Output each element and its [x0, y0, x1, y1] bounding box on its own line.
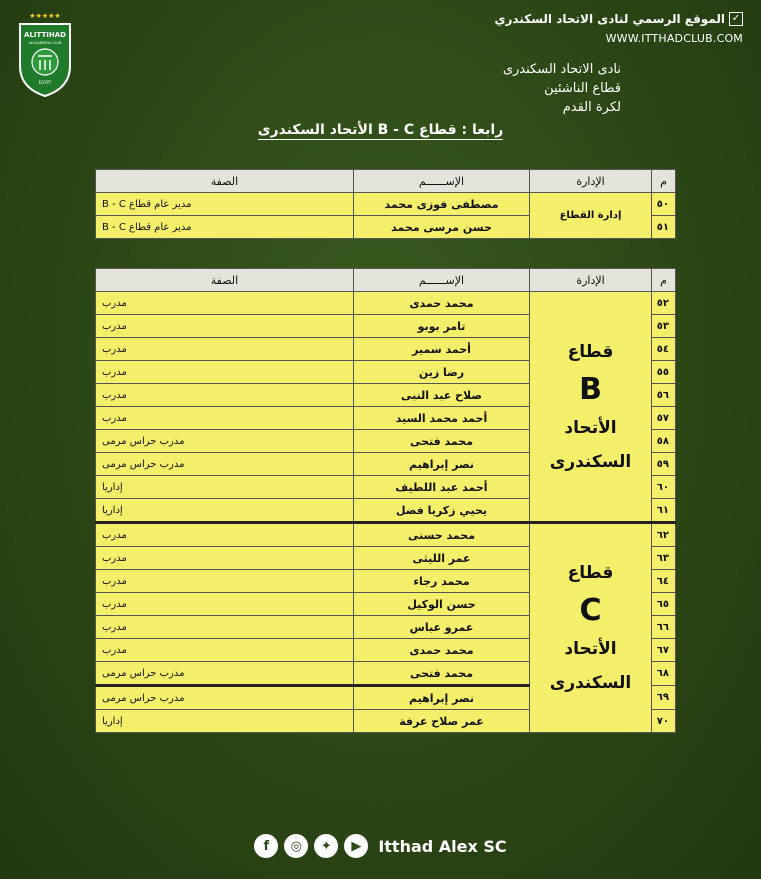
row-number: ٥٨ — [652, 430, 676, 453]
row-number: ٦٤ — [652, 570, 676, 593]
dept-letter: B — [579, 371, 602, 407]
header-role: الصفة — [96, 269, 354, 292]
instagram-icon[interactable]: ◎ — [284, 834, 308, 858]
site-header — [494, 12, 743, 45]
staff-role: مدرب حراس مرمى — [96, 453, 354, 476]
staff-role: مدرب — [96, 315, 354, 338]
staff-role: إداريا — [96, 710, 354, 733]
staff-name: أحمد محمد السيد — [354, 407, 530, 430]
staff-role: مدرب — [96, 361, 354, 384]
staff-role: مدرب — [96, 384, 354, 407]
dept-label: قطاع — [567, 341, 614, 362]
org-line1: نادى الاتحاد السكندرى — [502, 62, 621, 77]
staff-name: محمد فتحى — [354, 430, 530, 453]
check-icon: ✓ — [729, 12, 743, 26]
svg-text:★★★★★: ★★★★★ — [29, 12, 61, 20]
staff-role: مدرب — [96, 547, 354, 570]
staff-role: إداريا — [96, 499, 354, 523]
table-row — [96, 292, 676, 315]
header-m: م — [652, 269, 676, 292]
row-number: ٦٨ — [652, 662, 676, 686]
staff-name: محمد حمدى — [354, 292, 530, 315]
footer — [0, 834, 761, 858]
row-number: ٦٩ — [652, 686, 676, 710]
club-logo — [14, 10, 76, 98]
staff-name: أحمد سمير — [354, 338, 530, 361]
facebook-icon[interactable]: f — [254, 834, 278, 858]
table-row: ٥٠ إدارة القطاع مصطفى فوزى محمد مدير عام قطاع B - C — [96, 193, 676, 216]
svg-text:ALEXANDRIA CLUB: ALEXANDRIA CLUB — [28, 41, 62, 45]
table-row — [96, 523, 676, 547]
management-table — [95, 169, 676, 239]
staff-role: مدرب — [96, 639, 354, 662]
dept-club: الأتحاد السكندرى — [549, 417, 632, 472]
footer-handle: Itthad Alex SC — [378, 836, 507, 856]
row-number: ٥٢ — [652, 292, 676, 315]
header-role: الصفة — [96, 170, 354, 193]
staff-name: أحمد عبد اللطيف — [354, 476, 530, 499]
dept-cell-deptB — [530, 292, 652, 523]
row-number: ٦٥ — [652, 593, 676, 616]
header-name: الإســــــم — [354, 269, 530, 292]
staff-role: مدرب — [96, 407, 354, 430]
staff-role: مدرب حراس مرمى — [96, 430, 354, 453]
youtube-icon[interactable]: ▶ — [344, 834, 368, 858]
row-number: ٥٣ — [652, 315, 676, 338]
svg-text:ALITTIHAD: ALITTIHAD — [24, 31, 66, 39]
staff-name: نصر إبراهيم — [354, 686, 530, 710]
staff-name: محمد فتحى — [354, 662, 530, 686]
row-number: ٦٣ — [652, 547, 676, 570]
staff-name: عمر صلاح عرفة — [354, 710, 530, 733]
staff-role: مدرب — [96, 338, 354, 361]
row-number: ٥٤ — [652, 338, 676, 361]
staff-name: يحيي زكريا فضل — [354, 499, 530, 523]
staff-name: تامر بوبو — [354, 315, 530, 338]
row-number: ٦٧ — [652, 639, 676, 662]
staff-role: مدرب حراس مرمى — [96, 686, 354, 710]
dept-letter: C — [579, 593, 602, 628]
org-line2: قطاع الناشئين — [544, 81, 621, 96]
staff-name: محمد رجاء — [354, 570, 530, 593]
table-row: ٥١ حسن مرسى محمد مدير عام قطاع B - C — [96, 216, 676, 239]
staff-name: صلاح عبد النبى — [354, 384, 530, 407]
staff-role: مدرب — [96, 523, 354, 547]
row-number: ٦٢ — [652, 523, 676, 547]
row-number: ٦١ — [652, 499, 676, 523]
dept-label: قطاع — [567, 563, 614, 583]
staff-role: مدرب — [96, 593, 354, 616]
site-url[interactable]: WWW.ITTHADCLUB.COM — [605, 32, 743, 45]
row-number: ٥٩ — [652, 453, 676, 476]
dept-cell-deptC — [530, 523, 652, 733]
staff-role: مدرب — [96, 292, 354, 315]
header-m: م — [652, 170, 676, 193]
header-name: الإســــــم — [354, 170, 530, 193]
staff-role: مدرب — [96, 570, 354, 593]
row-number: ٦٠ — [652, 476, 676, 499]
staff-name: محمد حسنى — [354, 523, 530, 547]
dept-cell: إدارة القطاع — [530, 193, 652, 239]
staff-name: عمرو عباس — [354, 616, 530, 639]
row-number: ٧٠ — [652, 710, 676, 733]
org-line3: لكرة القدم — [562, 100, 621, 115]
staff-name: نصر إبراهيم — [354, 453, 530, 476]
staff-role: مدرب حراس مرمى — [96, 662, 354, 686]
staff-name: عمر الليثى — [354, 547, 530, 570]
staff-name: حسن الوكيل — [354, 593, 530, 616]
dept-club: الأتحاد السكندرى — [549, 639, 632, 693]
staff-role: إداريا — [96, 476, 354, 499]
row-number: ٥٧ — [652, 407, 676, 430]
svg-text:EGYPT: EGYPT — [38, 80, 52, 85]
staff-name: رضا زين — [354, 361, 530, 384]
row-number: ٦٦ — [652, 616, 676, 639]
header-dept: الإدارة — [530, 170, 652, 193]
site-title: الموقع الرسمي لنادى الاتحاد السكندري — [494, 12, 725, 26]
staff-role: مدرب — [96, 616, 354, 639]
section-heading: رابعا : قطاع B - C الأتحاد السكندرى — [257, 122, 504, 138]
staff-table — [95, 268, 676, 733]
row-number: ٥٥ — [652, 361, 676, 384]
staff-name: محمد حمدى — [354, 639, 530, 662]
org-block — [503, 60, 621, 117]
twitter-icon[interactable]: ✦ — [314, 834, 338, 858]
header-dept: الإدارة — [530, 269, 652, 292]
row-number: ٥٦ — [652, 384, 676, 407]
